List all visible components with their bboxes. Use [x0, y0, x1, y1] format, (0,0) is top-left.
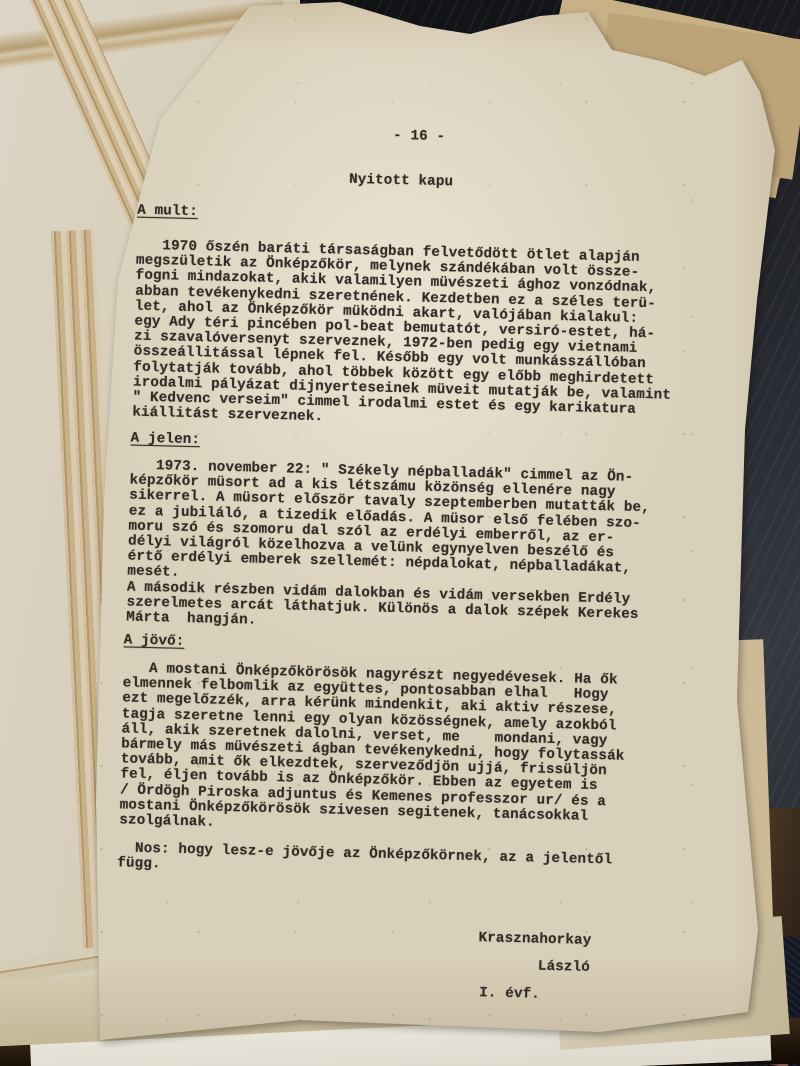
document-title: Nyitott kapu	[348, 171, 454, 191]
closing-paragraph: Nos: hogy lesz-e jövője az Önképzőkörnek, az a jelentől függ.	[117, 840, 613, 873]
section-heading-jelen: A jelen:	[130, 430, 201, 449]
section-body-jelen: 1973. november 22: " Székely népballadák" cimmel az Ön- képzőkör müsort ad a kis létszámu közönség ellenére nagy sikerrel. A müsort először tavaly szeptemberben mutatták be, ez a jubiláló, a tizedik előadás. A müsor első felében szo- moru szó és szomoru dal szól az erdélyi emberről, az er- délyi világról közelhozva a velünk egynyelven beszélő és értő erdélyi emberek szellemét: népdalokat, népballadákat, mesét. A második részben vidám dalokban és vidám versekben Erdély szerelmetes arcát láthatjuk. Különös a dalok szépek Kerekes Márta hangján.	[126, 457, 651, 629]
section-body-mult: 1970 őszén baráti társaságban felvetődött ötlet alapján megszületik az Önképzőkör, melynek szándékában volt össze- fogni mindazokat, akik valamilyen müvészeti ághoz vonzódnak, abban tevékenykedni szeretnének. Kezdetben ez a széles terü- let, ahol az Önképzőkör müködni akart, valójában kialakul: egy Ady téri pincében pol-beat bemutatót, versiró-estet, há- zi szavalóversenyt szerveznek, 1972-ben pedig egy vietnami összeállitással lépnek fel. Később egy volt munkásszállóban folytatják tovább, ahol többek között egy előbb meghirdetett irodalmi pályázat dijnyerteseinek müveit mutatják be, valamint " Kedvenc verseim" cimmel irodalmi estet és egy karikatura kiállitást szerveznek.	[132, 237, 672, 426]
signature-name-line1: Krasznahorkay	[478, 930, 592, 949]
signature-name-line2: László	[537, 958, 591, 976]
section-heading-jovo: A jövő:	[123, 632, 185, 650]
section-heading-mult: A mult:	[137, 202, 199, 221]
signature-year-line: I. évf.	[478, 985, 541, 1003]
section-body-jovo: A mostani Önképzőkörösök nagyrészt negyedévesek. Ha ők elmennek felbomlik az együttes, pontosabban elhal Hogy ezt megelőzzék, arra kérünk mindenkit, aki aktiv részese, tagja szeretne lenni egy olyan közösségnek, amely azokból áll, akik szeretnek dalolni, verset, me mondani, vagy bármely más müvészeti ágban tevékenykedni, hogy folytassák tovább, amit ők elkezdtek, szerveződjön ujjá, frissüljön fel, éljen tovább is az Önképzőkör. Ebben az egyetem is / Ördögh Piroska adjuntus és Kemenes professzor ur/ és a mostani Önképzőkörösök szivesen segitenek, tanácsokkal szolgálnak.	[119, 660, 625, 831]
page-number: - 16 -	[392, 127, 446, 146]
